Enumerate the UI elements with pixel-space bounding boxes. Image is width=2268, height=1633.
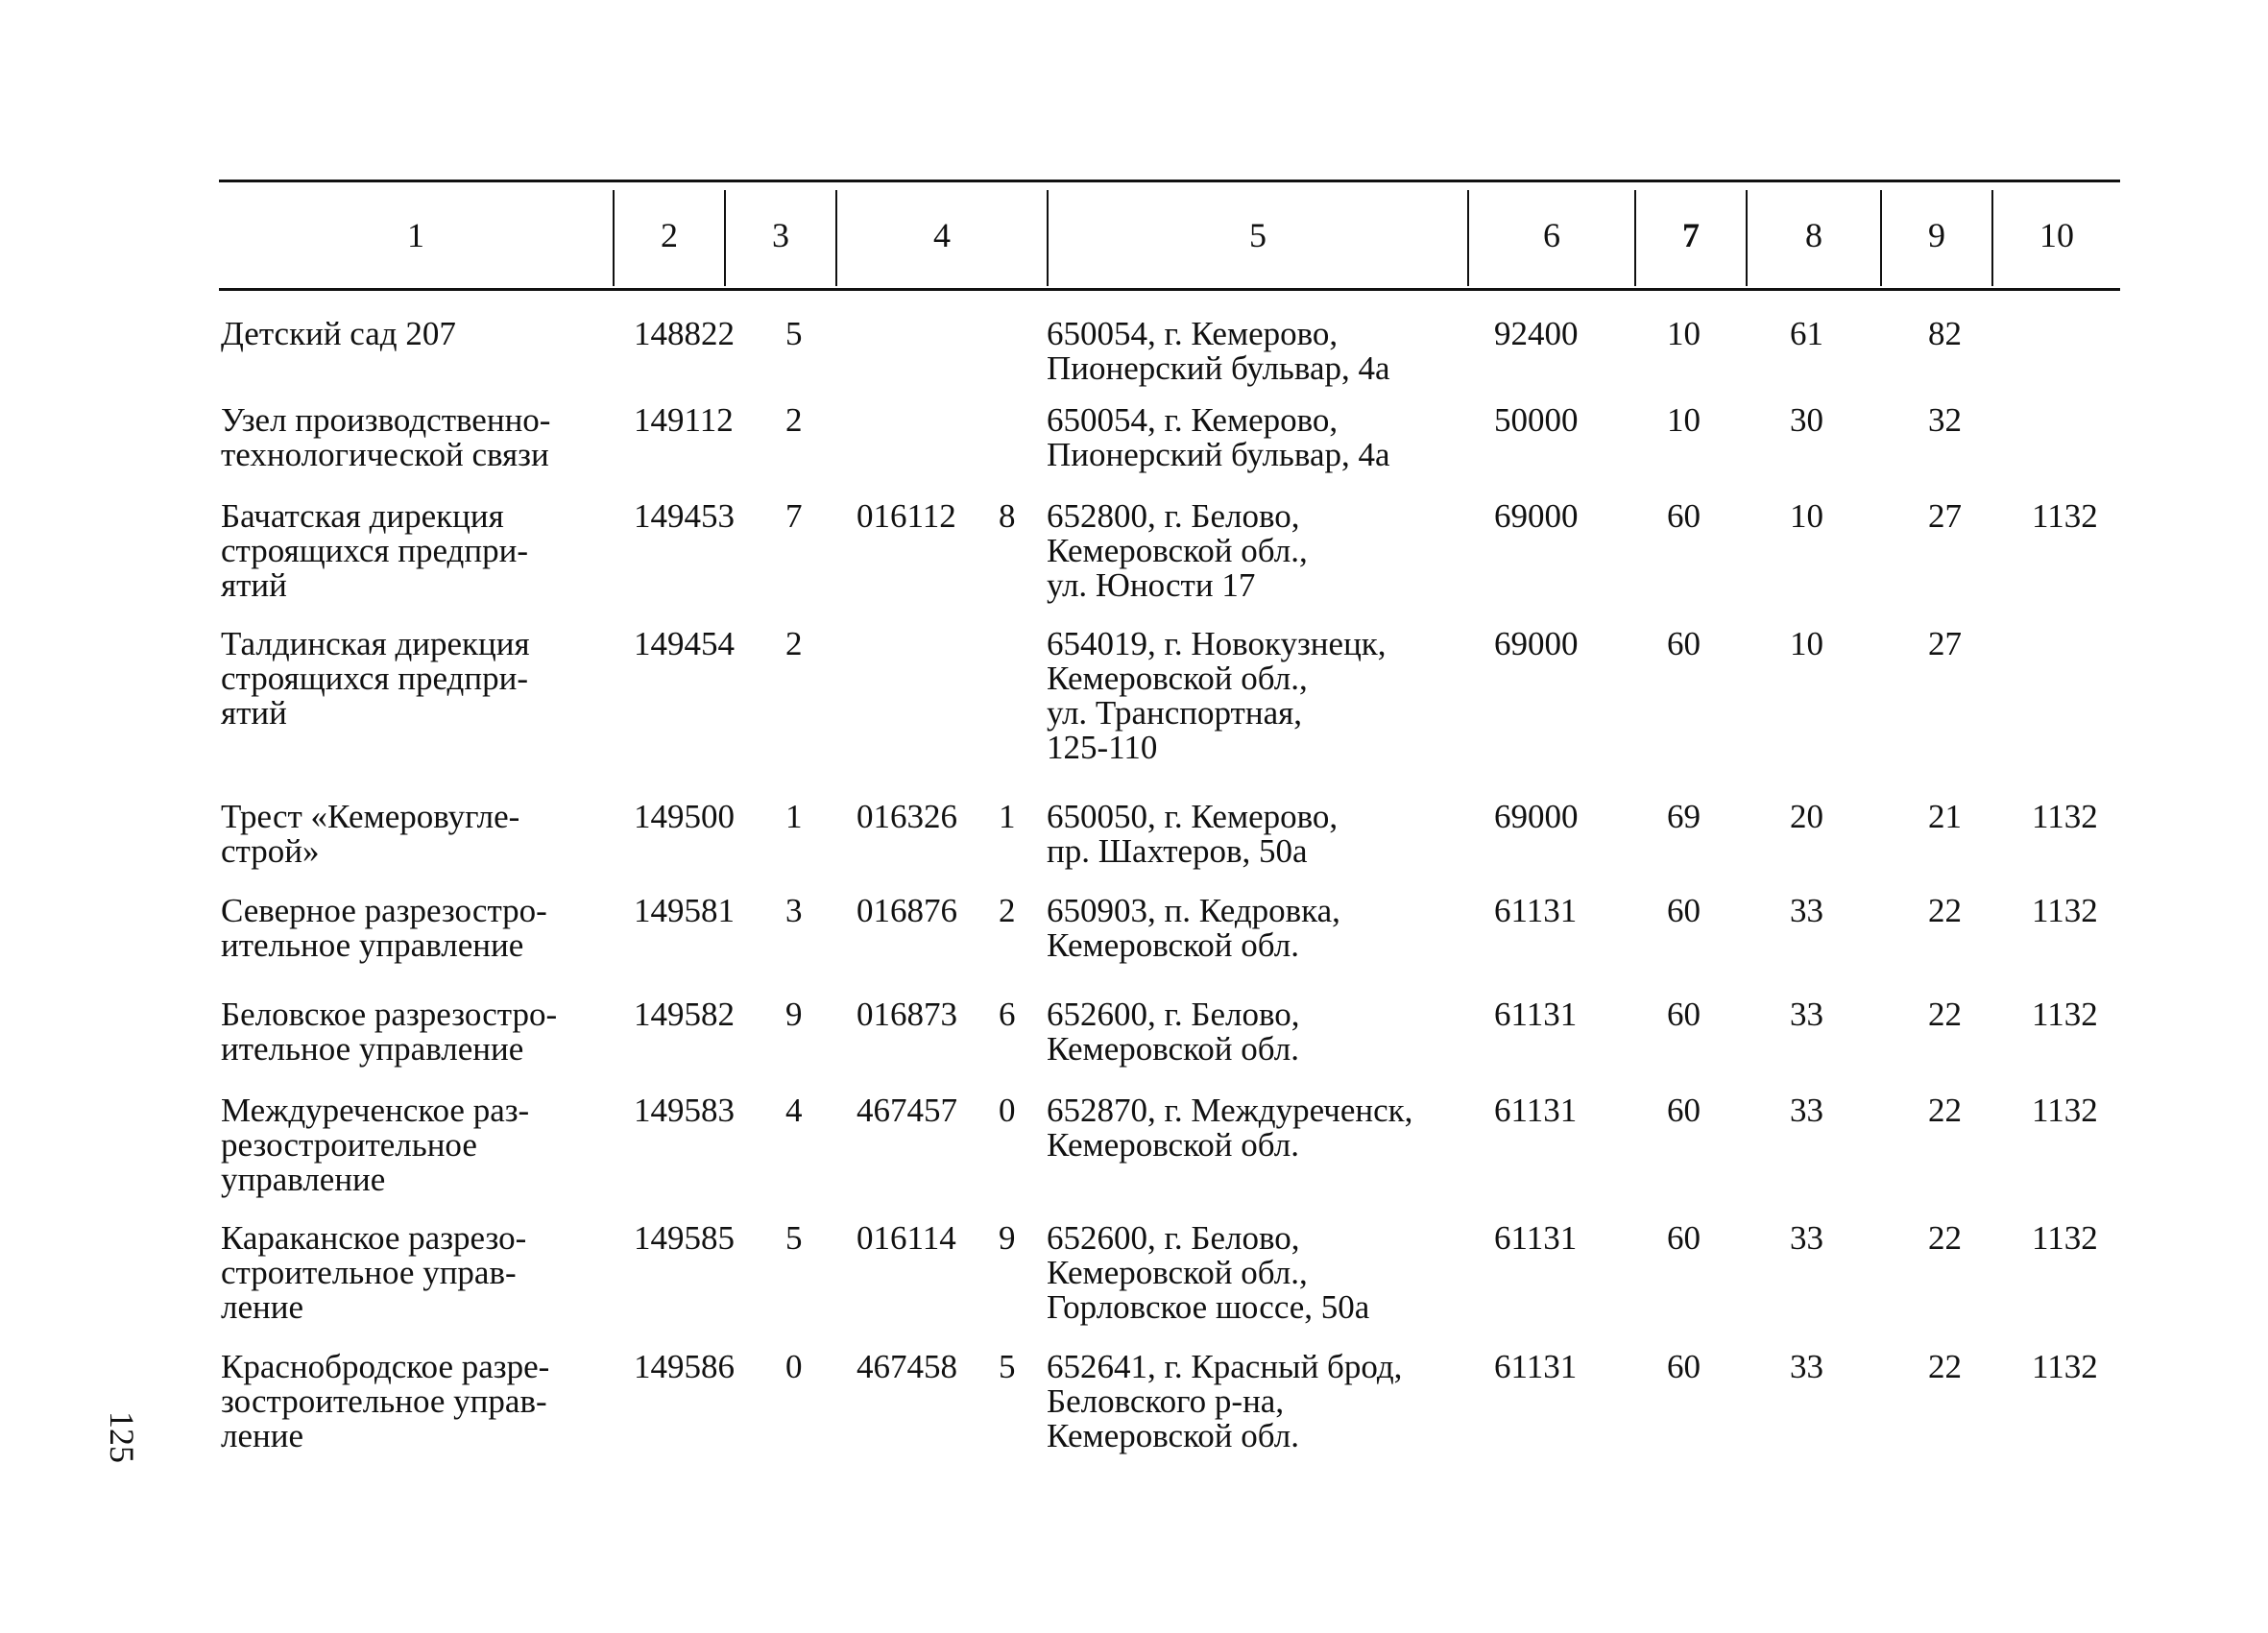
address-cell: 650054, г. Кемерово, Пионерский бульвар, 4а [1047, 401, 1390, 473]
code-cell: 61 [1790, 315, 1823, 352]
check-digit-cell: 2 [785, 625, 803, 662]
code-cell: 22 [1928, 1092, 1962, 1129]
check-digit-cell: 5 [785, 315, 803, 352]
table-row [219, 1350, 2120, 1465]
code-cell: 27 [1928, 625, 1962, 662]
check-digit-cell: 8 [999, 497, 1016, 535]
code-cell: 148822 [634, 315, 735, 352]
code-cell: 61131 [1494, 892, 1578, 929]
code-cell: 21 [1928, 798, 1962, 835]
check-digit-cell: 5 [785, 1219, 803, 1257]
code-cell: 016876 [857, 892, 957, 929]
code-cell: 467458 [857, 1348, 957, 1385]
code-cell: 33 [1790, 1219, 1823, 1257]
code-cell: 22 [1928, 892, 1962, 929]
code-cell: 33 [1790, 1092, 1823, 1129]
check-digit-cell: 2 [999, 892, 1016, 929]
check-digit-cell: 2 [785, 401, 803, 439]
code-cell: 1132 [2032, 892, 2098, 929]
code-cell: 149453 [634, 497, 735, 535]
code-cell: 33 [1790, 892, 1823, 929]
check-digit-cell: 9 [785, 996, 803, 1033]
code-cell: 467457 [857, 1092, 957, 1129]
code-cell: 61131 [1494, 996, 1578, 1033]
check-digit-cell: 5 [999, 1348, 1016, 1385]
check-digit-cell: 4 [785, 1092, 803, 1129]
address-cell: 650050, г. Кемерово, пр. Шахтеров, 50а [1047, 798, 1339, 870]
address-cell: 652600, г. Белово, Кемеровской обл. [1047, 996, 1300, 1068]
address-cell: 650903, п. Кедровка, Кемеровской обл. [1047, 892, 1340, 964]
code-cell: 27 [1928, 497, 1962, 535]
code-cell: 22 [1928, 1219, 1962, 1257]
code-cell: 1132 [2032, 497, 2098, 535]
column-header-1: 1 [407, 216, 424, 254]
organization-name: Бачатская дирекция строящихся предпри- ятий [221, 497, 528, 604]
code-cell: 33 [1790, 996, 1823, 1033]
table-row [219, 997, 2120, 1093]
address-cell: 650054, г. Кемерово, Пионерский бульвар, 4а [1047, 315, 1390, 387]
table-row [219, 1221, 2120, 1350]
organization-name: Узел производственно- технологической связи [221, 401, 551, 473]
address-cell: 652800, г. Белово, Кемеровской обл., ул. Юности 17 [1047, 497, 1308, 604]
code-cell: 22 [1928, 1348, 1962, 1385]
column-header-10: 10 [2039, 216, 2074, 254]
column-header-4: 4 [933, 216, 951, 254]
column-header-7: 7 [1682, 216, 1700, 254]
code-cell: 10 [1790, 497, 1823, 535]
table-row [219, 800, 2120, 894]
code-cell: 149583 [634, 1092, 735, 1129]
code-cell: 69000 [1494, 798, 1579, 835]
table-row [219, 317, 2120, 403]
code-cell: 30 [1790, 401, 1823, 439]
code-cell: 149454 [634, 625, 735, 662]
column-header-9: 9 [1928, 216, 1945, 254]
code-cell: 60 [1667, 1092, 1701, 1129]
code-cell: 10 [1667, 401, 1701, 439]
column-header-2: 2 [661, 216, 678, 254]
table-row [219, 1093, 2120, 1221]
code-cell: 61131 [1494, 1219, 1578, 1257]
code-cell: 82 [1928, 315, 1962, 352]
table-header-row [219, 182, 2120, 288]
code-cell: 60 [1667, 1219, 1701, 1257]
code-cell: 1132 [2032, 798, 2098, 835]
table-row [219, 627, 2120, 800]
code-cell: 1132 [2032, 1348, 2098, 1385]
code-cell: 149582 [634, 996, 735, 1033]
table-header-rule [219, 288, 2120, 291]
code-cell: 69000 [1494, 497, 1579, 535]
check-digit-cell: 6 [999, 996, 1016, 1033]
code-cell: 016114 [857, 1219, 956, 1257]
column-header-8: 8 [1805, 216, 1822, 254]
organization-name: Междуреченское раз- резостроительное управление [221, 1092, 530, 1198]
code-cell: 60 [1667, 625, 1701, 662]
code-cell: 32 [1928, 401, 1962, 439]
address-cell: 654019, г. Новокузнецк, Кемеровской обл., ул. Транспортная, 125-110 [1047, 625, 1387, 766]
code-cell: 149586 [634, 1348, 735, 1385]
code-cell: 60 [1667, 892, 1701, 929]
code-cell: 016873 [857, 996, 957, 1033]
code-cell: 60 [1667, 497, 1701, 535]
code-cell: 149500 [634, 798, 735, 835]
code-cell: 92400 [1494, 315, 1579, 352]
check-digit-cell: 0 [999, 1092, 1016, 1129]
code-cell: 69000 [1494, 625, 1579, 662]
check-digit-cell: 1 [999, 798, 1016, 835]
code-cell: 61131 [1494, 1092, 1578, 1129]
table-row [219, 499, 2120, 627]
code-cell: 1132 [2032, 1092, 2098, 1129]
column-header-3: 3 [772, 216, 789, 254]
code-cell: 20 [1790, 798, 1823, 835]
organization-name: Беловское разрезостро- ительное управление [221, 996, 558, 1068]
check-digit-cell: 3 [785, 892, 803, 929]
check-digit-cell: 7 [785, 497, 803, 535]
table-row [219, 403, 2120, 499]
organization-name: Северное разрезостро- ительное управление [221, 892, 547, 964]
check-digit-cell: 9 [999, 1219, 1016, 1257]
table-body [219, 317, 2120, 1465]
page-number: 125 [103, 1411, 141, 1463]
address-cell: 652641, г. Красный брод, Беловского р-на, Кемеровской обл. [1047, 1348, 1403, 1454]
code-cell: 50000 [1494, 401, 1579, 439]
check-digit-cell: 1 [785, 798, 803, 835]
code-cell: 22 [1928, 996, 1962, 1033]
code-cell: 10 [1667, 315, 1701, 352]
organization-name: Трест «Кемеровугле- строй» [221, 798, 520, 870]
code-cell: 149581 [634, 892, 735, 929]
organization-name: Талдинская дирекция строящихся предпри- ятий [221, 625, 530, 732]
code-cell: 60 [1667, 996, 1701, 1033]
organization-name: Караканское разрезо- строительное управ- ление [221, 1219, 527, 1326]
code-cell: 149585 [634, 1219, 735, 1257]
code-cell: 60 [1667, 1348, 1701, 1385]
organization-name: Детский сад 207 [221, 315, 456, 352]
code-cell: 1132 [2032, 1219, 2098, 1257]
address-cell: 652870, г. Междуреченск, Кемеровской обл. [1047, 1092, 1413, 1164]
organization-name: Краснобродское разре- зостроительное управ- ление [221, 1348, 550, 1454]
code-cell: 016326 [857, 798, 957, 835]
code-cell: 33 [1790, 1348, 1823, 1385]
table-row [219, 894, 2120, 997]
code-cell: 016112 [857, 497, 956, 535]
column-header-5: 5 [1249, 216, 1267, 254]
code-cell: 69 [1667, 798, 1701, 835]
address-cell: 652600, г. Белово, Кемеровской обл., Горловское шоссе, 50а [1047, 1219, 1370, 1326]
code-cell: 10 [1790, 625, 1823, 662]
code-cell: 1132 [2032, 996, 2098, 1033]
code-cell: 61131 [1494, 1348, 1578, 1385]
column-header-6: 6 [1543, 216, 1560, 254]
check-digit-cell: 0 [785, 1348, 803, 1385]
code-cell: 149112 [634, 401, 734, 439]
